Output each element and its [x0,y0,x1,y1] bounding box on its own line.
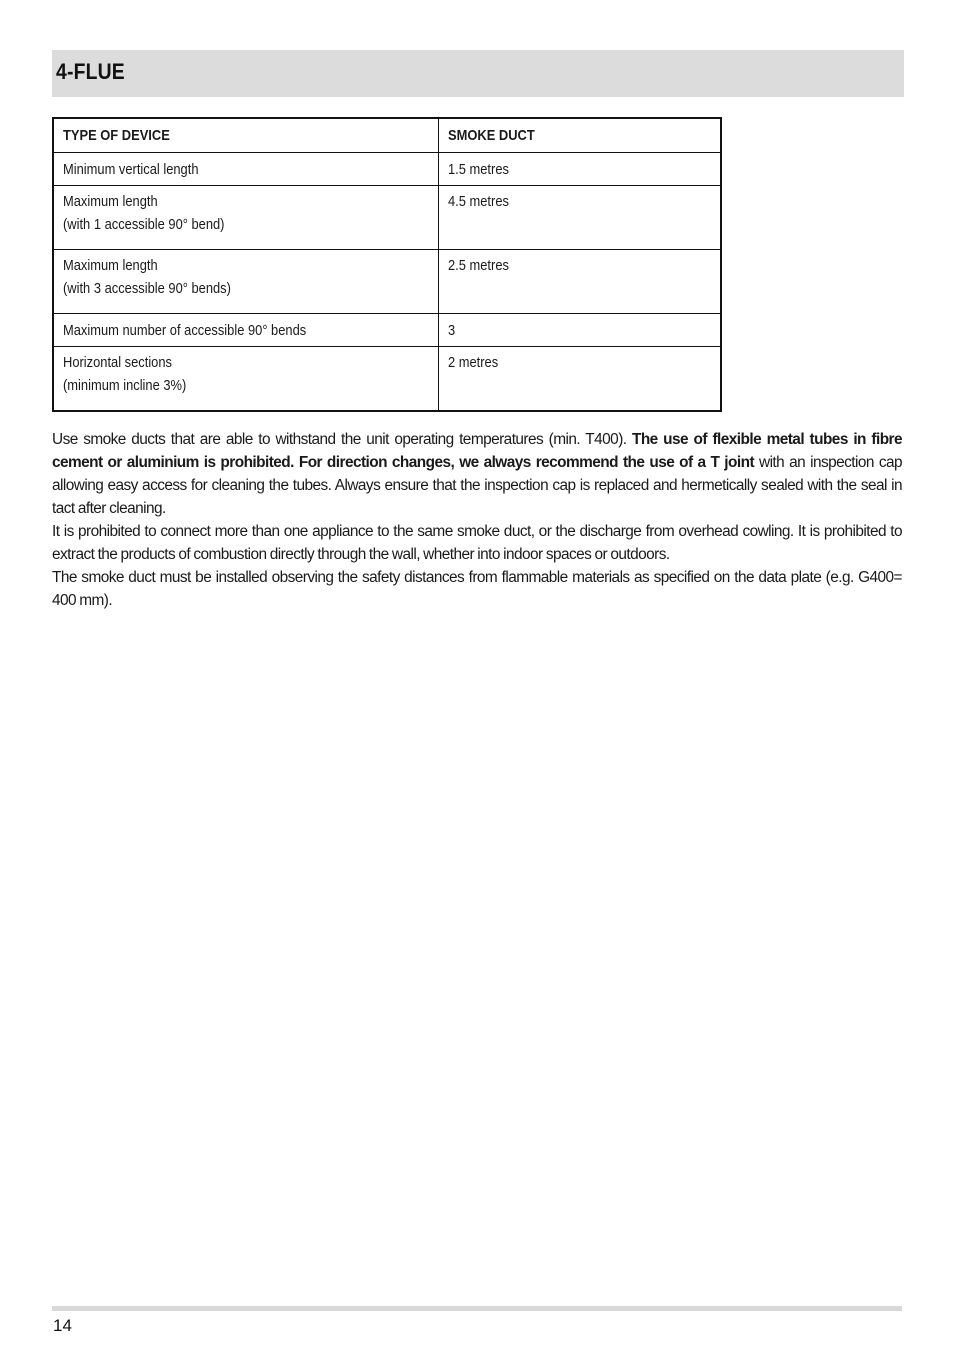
row-label: Maximum length (with 3 accessible 90° bends) [53,250,439,314]
section-header [52,50,904,97]
body-text [52,428,902,612]
table-row [53,250,721,314]
row-value: 2 metres [439,347,722,412]
row-value: 2.5 metres [439,250,722,314]
paragraph-safety-distances: The smoke duct must be installed observing the safety distances from flammable materials as specified on the data plate (e.g. G400= 400 mm). [52,569,902,609]
table-row [53,153,721,186]
flue-spec-table [52,117,722,412]
row-label: Horizontal sections (minimum incline 3%) [53,347,439,412]
row-value: 3 [439,314,722,347]
section-title: 4-FLUE [56,59,125,84]
row-label: Minimum vertical length [53,153,439,186]
warning-bold-text: The use of flexible metal tubes in fibre cement or aluminium is prohibited. For direction changes, we always recommend the use of a T joint [52,431,902,471]
header-smoke-duct: SMOKE DUCT [439,118,722,153]
table-row [53,347,721,412]
table-row [53,186,721,250]
table-header-row [53,118,721,153]
paragraph-smoke-duct-requirements: Use smoke ducts that are able to withstand the unit operating temperatures (min. T400). The use of flexible metal tubes in fibre cement or aluminium is prohibited. For direction changes, we always recommend the use of a T joint with an inspection cap allowing easy access for cleaning the tubes. Always ensure that the inspection cap is replaced and hermetically sealed with the seal in tact after cleaning. [52,431,903,517]
paragraph-connection-prohibitions: It is prohibited to connect more than one appliance to the same smoke duct, or the discharge from overhead cowling. It is prohibited to extract the products of combustion directly through the wall, whether into indoor spaces or outdoors. [52,523,902,563]
footer-divider [52,1306,902,1311]
page-number: 14 [53,1316,72,1335]
row-label: Maximum length (with 1 accessible 90° bend) [53,186,439,250]
header-type-of-device: TYPE OF DEVICE [53,118,439,153]
row-label: Maximum number of accessible 90° bends [53,314,439,347]
row-value: 4.5 metres [439,186,722,250]
table-row [53,314,721,347]
row-value: 1.5 metres [439,153,722,186]
